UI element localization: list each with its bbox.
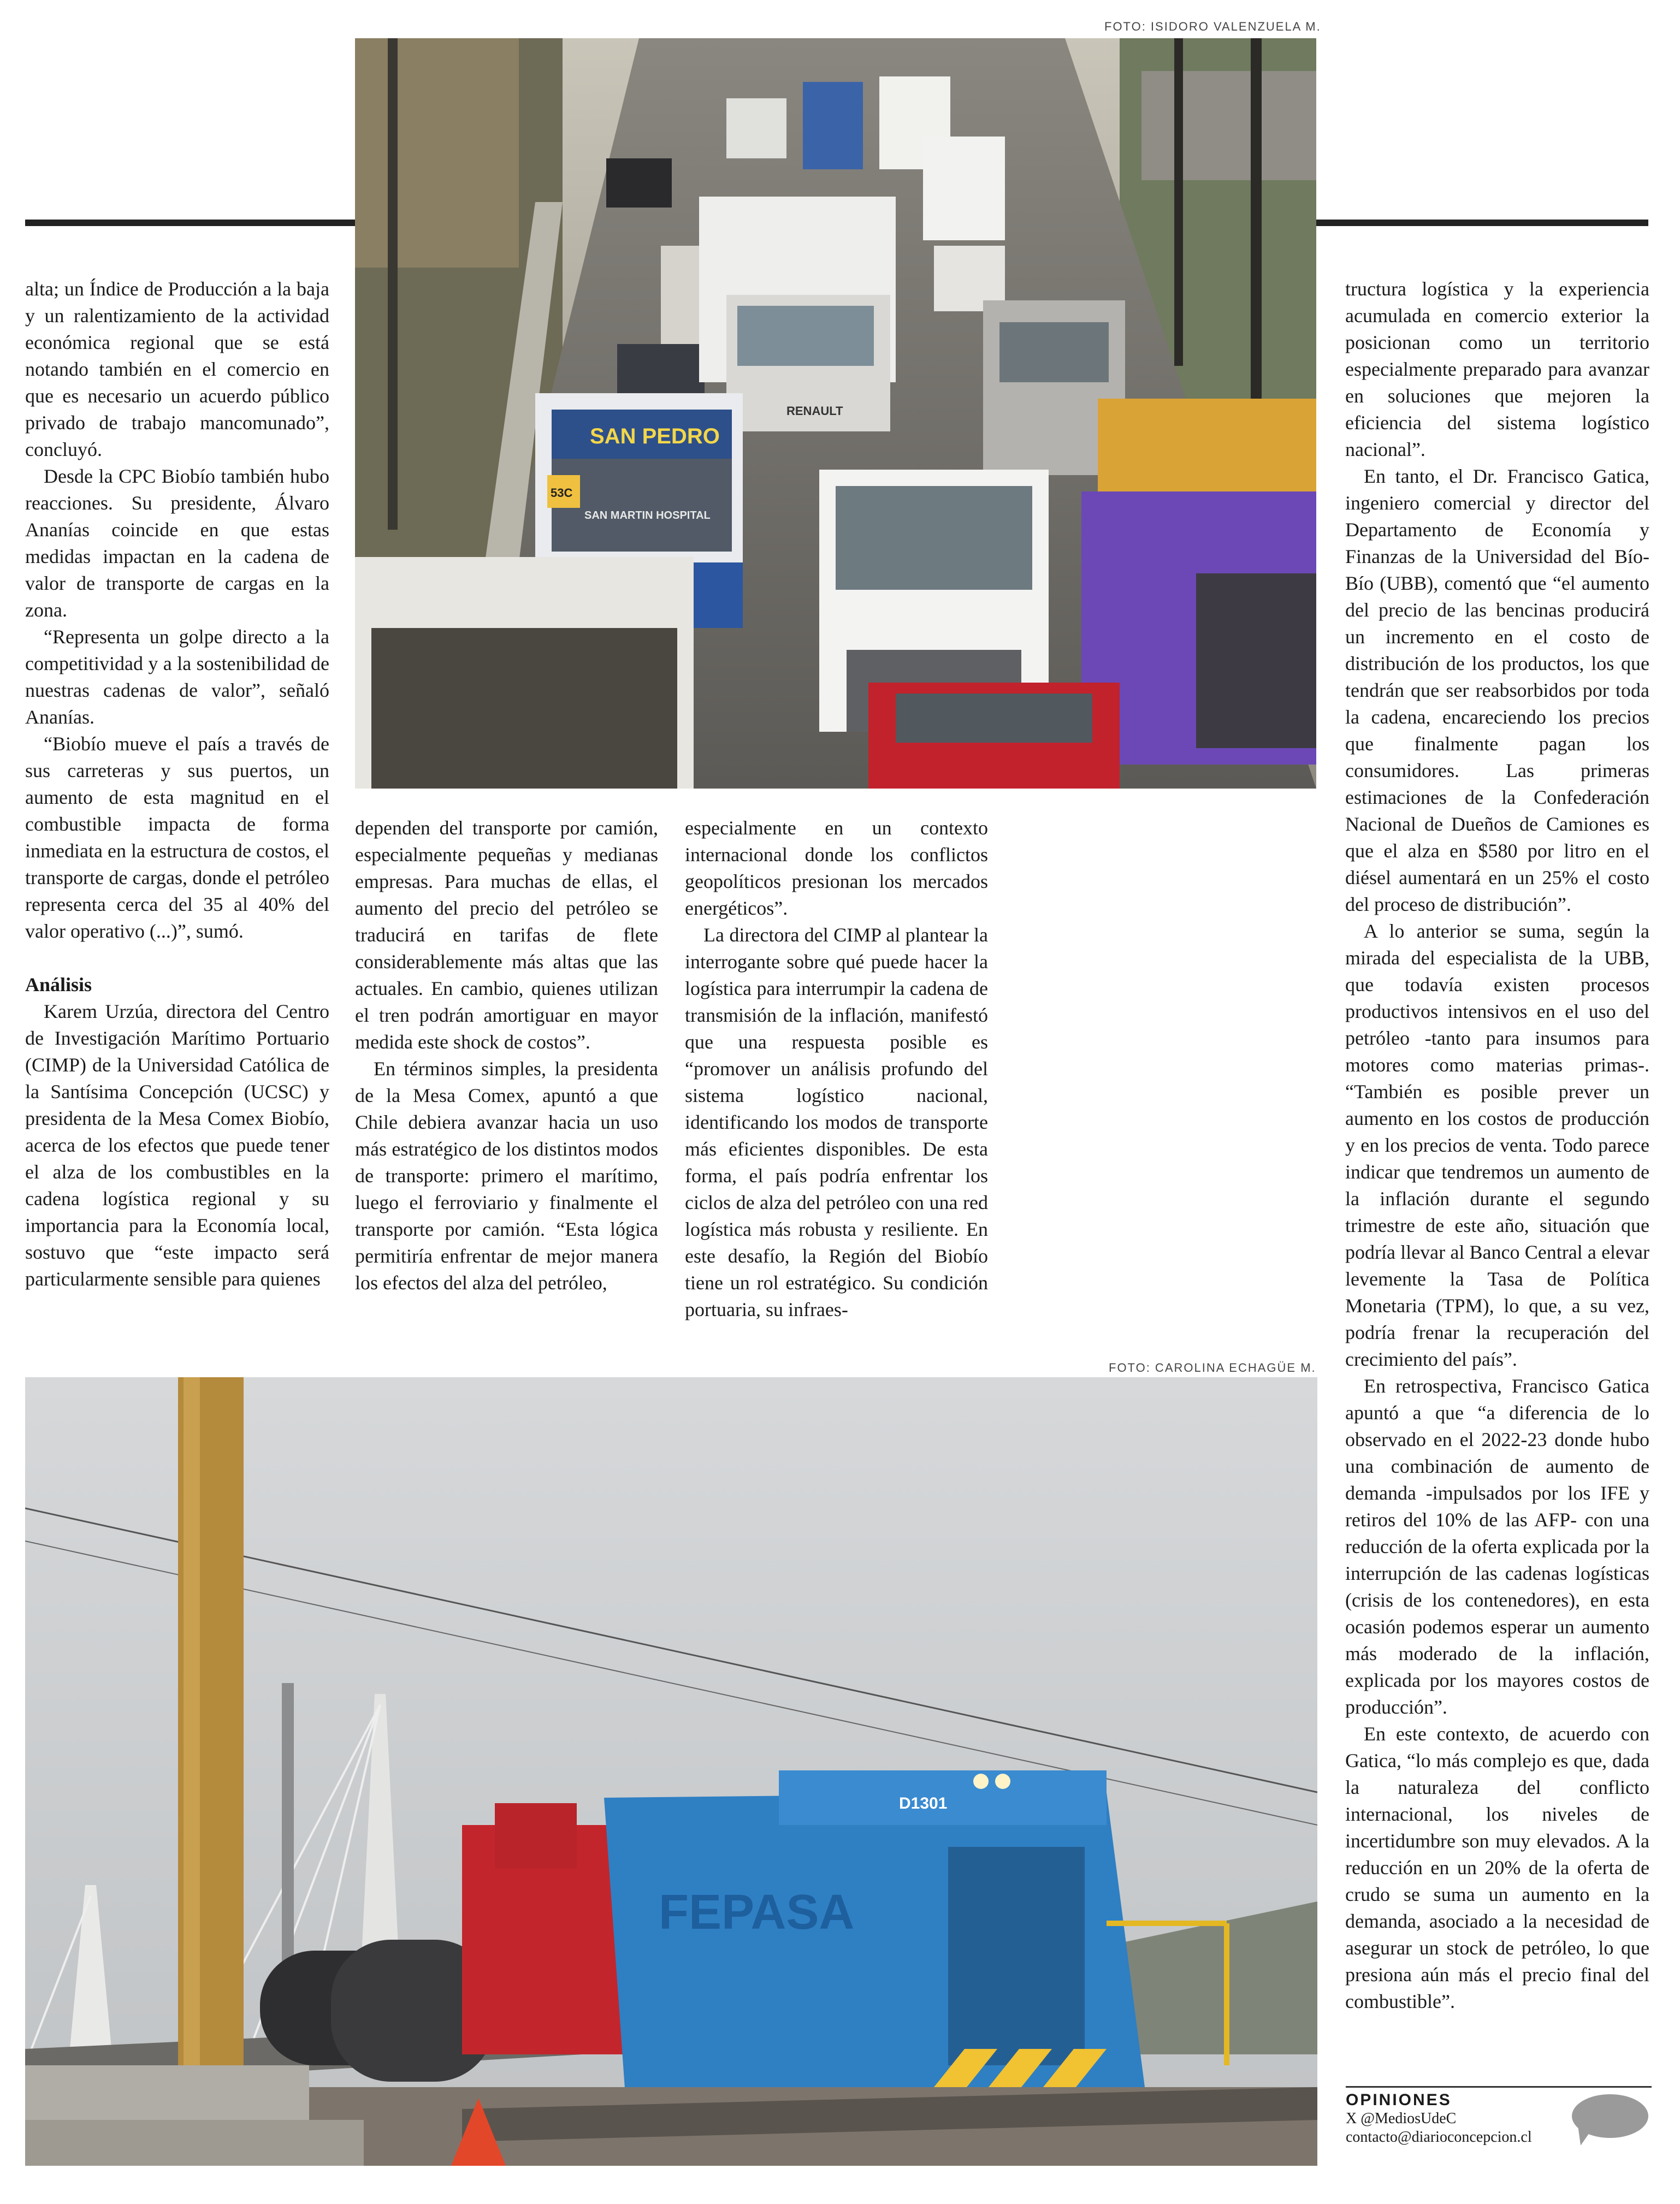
traffic-photo xyxy=(355,38,1316,789)
article-column-1 xyxy=(25,276,329,1293)
bus-number-text: 53C xyxy=(551,486,573,500)
paragraph: En tanto, el Dr. Francisco Gatica, ingeniero comercial y director del Departamento de Economía y Finanzas de la Universidad del Bío-Bío (UBB), comentó que “el aumento del precio de las bencinas producirá un incremento en el costo de distribución de los productos, los que tendrán que ser reabsorbidos por toda la cadena, encareciendo los precios que finalmente pagan los consumidores. Las primeras estimaciones de la Confederación Nacional de Dueños de Camiones es que el alza en $580 por litro en el diésel aumentará en un 25% el costo del proceso de distribución”. xyxy=(1345,465,1649,915)
train-photo xyxy=(25,1377,1317,2166)
footer-email-link[interactable]: contacto@diarioconcepcion.cl xyxy=(1346,2129,1532,2146)
paragraph: Karem Urzúa, directora del Centro de Investigación Marítimo Portuario (CIMP) de la Universidad Católica de la Santísima Concepción (UCSC) y presidenta de la Mesa Comex Biobío, acerca de los efectos que puede tener el alza de los combustibles en la cadena logística regional y su importancia para la Economía local, sostuvo que “este impacto será particularmente sensible para quienes xyxy=(25,1000,329,1290)
bus-route-text: SAN MARTIN HOSPITAL xyxy=(584,509,711,522)
footer-twitter-link[interactable]: X @MediosUdeC xyxy=(1346,2110,1457,2127)
truck-brand-text: RENAULT xyxy=(786,404,843,418)
article-column-3 xyxy=(685,815,988,1323)
photo-credit-bottom: FOTO: CAROLINA ECHAGÜE M. xyxy=(1109,1361,1316,1374)
paragraph: En retrospectiva, Francisco Gatica apuntó a que “a diferencia de lo observado en el 2022-23 donde hubo una combinación de aumento de demanda -impulsados por los IFE y retiros del 10% de las AFP- con una reducción de la oferta explicada por la interrupción de las cadenas logísticas (crisis de los contenedores), en esta ocasión podemos esperar un aumento más moderado de la inflación, explicada por los mayores costos de producción”. xyxy=(1345,1375,1649,1718)
paragraph: “Representa un golpe directo a la competitividad y a la sostenibilidad de nuestras cadenas de valor”, señaló Ananías. xyxy=(25,626,329,728)
photo-credit-top: FOTO: ISIDORO VALENZUELA M. xyxy=(1104,20,1321,33)
paragraph: especialmente en un contexto internacional donde los conflictos geopolíticos presionan los mercados energéticos”. xyxy=(685,817,988,919)
paragraph: alta; un Índice de Producción a la baja y un ralentizamiento de la actividad económica regional que se está notando también en el comercio en que es necesario un acuerdo público privado de trabajo mancomunado”, concluyó. xyxy=(25,278,329,460)
bus-sign-text: SAN PEDRO xyxy=(590,424,720,448)
locomotive-id-text: D1301 xyxy=(899,1794,948,1812)
paragraph: dependen del transporte por camión, especialmente pequeñas y medianas empresas. Para muchas de ellas, el aumento del precio del petróleo se traducirá en tarifas de flete considerablemente más altas que las actuales. En cambio, quienes utilizan el tren podrán amortiguar en mayor medida este shock de costos”. xyxy=(355,817,658,1053)
paragraph: En términos simples, la presidenta de la Mesa Comex, apuntó a que Chile debiera avanzar hacia un uso más estratégico de los distintos modos de transporte: primero el marítimo, luego el ferroviario y finalmente el transporte por camión. “Esta lógica permitiría enfrentar de mejor manera los efectos del alza del petróleo, xyxy=(355,1058,658,1294)
paragraph: La directora del CIMP al plantear la interrogante sobre qué puede hacer la logística para interrumpir la cadena de transmisión de la inflación, manifestó que una respuesta posible es “promover un análisis profundo del sistema logístico nacional, identificando los modos de transporte más eficientes disponibles. De esta forma, el país podría enfrentar los ciclos de alza del petróleo con una red logística más robusta y resiliente. En este desafío, la Región del Biobío tiene un rol estratégico. Su condición portuaria, su infraes- xyxy=(685,924,988,1320)
paragraph: “Biobío mueve el país a través de sus carreteras y sus puertos, un aumento de esta magnitud en el combustible impacta de forma inmediata en la estructura de costos, el transporte de cargas, donde el petróleo representa cerca del 35 al 40% del valor operativo (...)”, sumó. xyxy=(25,733,329,942)
paragraph: tructura logística y la experiencia acumulada en comercio exterior la posicionan como un territorio especialmente preparado para avanzar en soluciones que mejoren la eficiencia del sistema logístico nacional”. xyxy=(1345,278,1649,460)
section-heading: Análisis xyxy=(25,974,92,996)
article-column-4 xyxy=(1345,276,1649,2015)
top-rule-left xyxy=(25,220,355,226)
article-column-2 xyxy=(355,815,658,1296)
locomotive-brand-text: FEPASA xyxy=(659,1885,855,1940)
paragraph: En este contexto, de acuerdo con Gatica, “lo más complejo es que, dada la naturaleza del conflicto internacional, los niveles de incertidumbre son muy elevados. A la reducción en un 20% de la oferta de crudo se suma un aumento en la demanda, asociado a la necesidad de asegurar un stock de petróleo, lo que presiona aún más el precio final del combustible”. xyxy=(1345,1723,1649,2012)
footer-title: OPINIONES xyxy=(1346,2091,1452,2109)
paragraph: Desde la CPC Biobío también hubo reacciones. Su presidente, Álvaro Ananías coincide en que estas medidas impactan en la cadena de valor de transporte de cargas en la zona. xyxy=(25,465,329,621)
top-rule-right xyxy=(1316,220,1648,226)
paragraph: A lo anterior se suma, según la mirada del especialista de la UBB, que todavía existen procesos productivos intensivos en el uso del petróleo -tanto para insumos para motores como materias primas-. “También es posible prever un aumento en los costos de producción y en los precios de venta. Todo parece indicar que tendremos un aumento de la inflación durante el segundo trimestre de este año, situación que podría llevar al Banco Central a elevar levemente la Tasa de Política Monetaria (TPM), lo que, a su vez, podría frenar la recuperación del crecimiento del país”. xyxy=(1345,920,1649,1370)
footer-divider xyxy=(1346,2086,1652,2088)
